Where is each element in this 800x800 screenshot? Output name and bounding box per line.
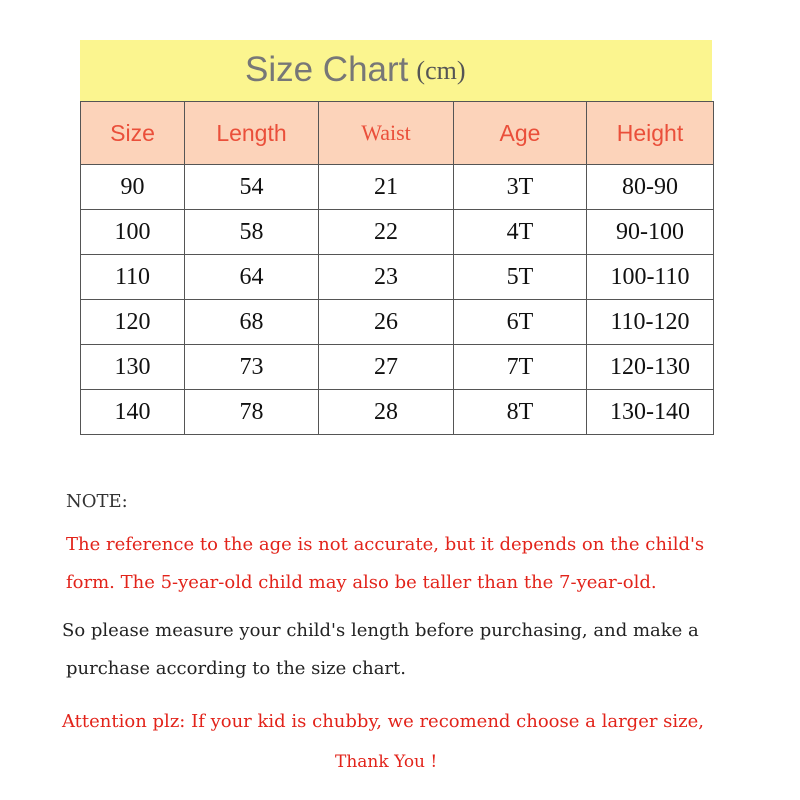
table-row bbox=[81, 300, 714, 345]
cell-height: 90-100 bbox=[587, 210, 714, 255]
cell-waist: 23 bbox=[319, 255, 454, 300]
cell-height: 110-120 bbox=[587, 300, 714, 345]
chart-unit: (cm) bbox=[416, 56, 466, 85]
cell-waist: 26 bbox=[319, 300, 454, 345]
cell-age: 8T bbox=[454, 390, 587, 435]
title-banner bbox=[80, 40, 712, 102]
header-age: Age bbox=[454, 102, 587, 165]
table-header-row bbox=[81, 102, 714, 165]
table-row bbox=[81, 210, 714, 255]
cell-size: 130 bbox=[81, 345, 185, 390]
cell-age: 3T bbox=[454, 165, 587, 210]
cell-waist: 21 bbox=[319, 165, 454, 210]
table-row bbox=[81, 345, 714, 390]
table-row bbox=[81, 165, 714, 210]
note-heading: NOTE: bbox=[66, 491, 128, 512]
cell-age: 6T bbox=[454, 300, 587, 345]
cell-length: 58 bbox=[185, 210, 319, 255]
chart-title: Size Chart (cm) bbox=[245, 50, 466, 89]
cell-length: 68 bbox=[185, 300, 319, 345]
header-height: Height bbox=[587, 102, 714, 165]
cell-size: 110 bbox=[81, 255, 185, 300]
cell-length: 73 bbox=[185, 345, 319, 390]
cell-waist: 22 bbox=[319, 210, 454, 255]
note-measure-line-2: purchase according to the size chart. bbox=[66, 658, 406, 679]
cell-height: 130-140 bbox=[587, 390, 714, 435]
note-attention: Attention plz: If your kid is chubby, we recomend choose a larger size, bbox=[62, 711, 705, 732]
header-waist: Waist bbox=[319, 102, 454, 165]
cell-size: 120 bbox=[81, 300, 185, 345]
cell-length: 64 bbox=[185, 255, 319, 300]
cell-height: 100-110 bbox=[587, 255, 714, 300]
cell-height: 80-90 bbox=[587, 165, 714, 210]
cell-waist: 28 bbox=[319, 390, 454, 435]
table-row bbox=[81, 390, 714, 435]
cell-height: 120-130 bbox=[587, 345, 714, 390]
size-table bbox=[80, 101, 714, 435]
note-measure-line-1: So please measure your child's length before purchasing, and make a bbox=[62, 620, 699, 641]
cell-length: 54 bbox=[185, 165, 319, 210]
cell-size: 100 bbox=[81, 210, 185, 255]
note-thank-you: Thank You ! bbox=[335, 752, 438, 772]
cell-size: 90 bbox=[81, 165, 185, 210]
cell-age: 5T bbox=[454, 255, 587, 300]
cell-age: 4T bbox=[454, 210, 587, 255]
header-size: Size bbox=[81, 102, 185, 165]
table-row bbox=[81, 255, 714, 300]
header-length: Length bbox=[185, 102, 319, 165]
cell-waist: 27 bbox=[319, 345, 454, 390]
note-age-disclaimer-line-2: form. The 5-year-old child may also be taller than the 7-year-old. bbox=[66, 572, 657, 593]
cell-size: 140 bbox=[81, 390, 185, 435]
note-age-disclaimer-line-1: The reference to the age is not accurate, but it depends on the child's bbox=[66, 534, 705, 555]
cell-length: 78 bbox=[185, 390, 319, 435]
cell-age: 7T bbox=[454, 345, 587, 390]
